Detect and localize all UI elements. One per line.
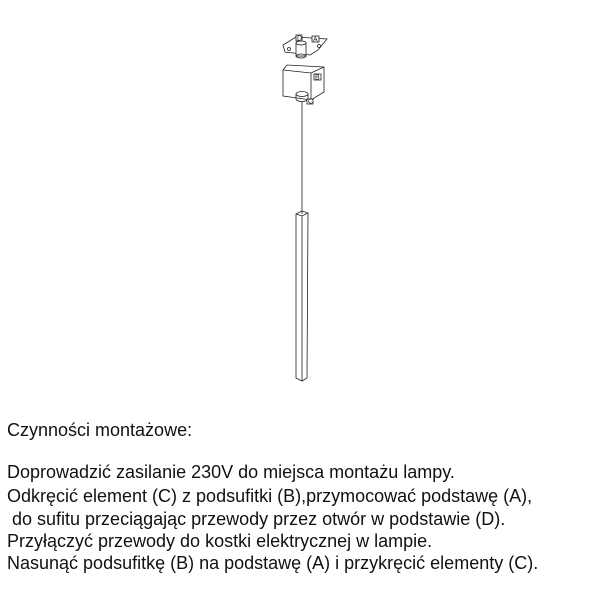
mounting-base-a [283,35,327,58]
label-c: C [308,98,314,106]
instruction-line-4: Przyłączyć przewody do kostki elektrycznej w lampie. [7,531,433,551]
lamp-tube [296,211,308,381]
instructions-title: Czynności montażowe: [7,420,193,440]
instruction-line-1: Doprowadzić zasilanie 230V do miejsca montażu lampy. [7,462,455,482]
instruction-line-5: Nasunąć podsufitkę (B) na podstawę (A) i przykręcić elementy (C). [7,553,539,573]
label-a: A [313,36,318,44]
label-b: B [315,74,320,82]
instruction-line-2: Odkręcić element (C) z podsufitki (B),przymocować podstawę (A), [7,486,533,506]
label-d: D [297,35,303,43]
canopy-b [283,65,324,106]
instruction-line-3: do sufitu przeciągając przewody przez otwór w podstawie (D). [7,509,506,529]
